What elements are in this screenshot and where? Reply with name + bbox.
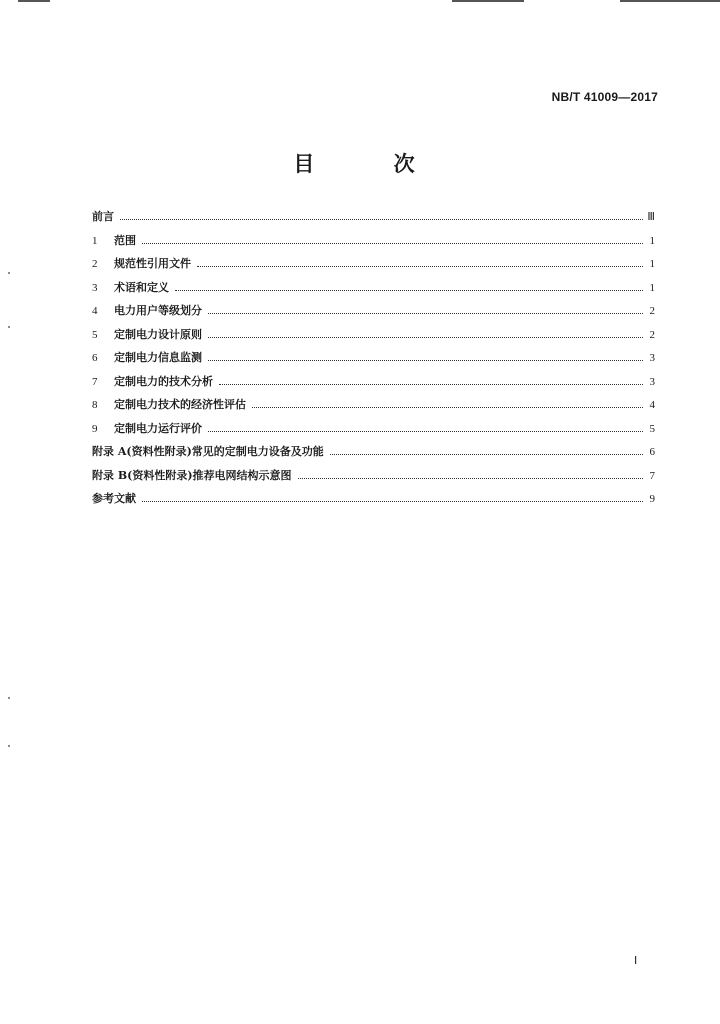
toc-entry-page: 1	[649, 234, 655, 247]
dot-leader	[219, 384, 643, 385]
toc-entry[interactable]	[92, 279, 655, 303]
toc-entry[interactable]	[92, 302, 655, 326]
dot-leader	[330, 454, 643, 455]
toc-entry-page: 1	[649, 281, 655, 294]
toc-entry[interactable]	[92, 373, 655, 397]
toc-entry[interactable]	[92, 420, 655, 444]
toc-entry-page: 3	[649, 352, 655, 364]
toc-entry-page: 5	[649, 422, 655, 435]
toc-entry-page: 2	[649, 328, 655, 341]
toc-entry-page: Ⅲ	[647, 211, 655, 223]
toc-entry-number: 4	[92, 305, 98, 317]
standard-code: NB/T 41009—2017	[551, 90, 658, 104]
scan-speck	[8, 697, 10, 699]
scan-edge-mark-right	[620, 0, 720, 2]
toc-entry-label: 定制电力技术的经济性评估	[114, 398, 246, 411]
dot-leader	[175, 290, 643, 291]
toc-entry-number: 3	[92, 281, 98, 294]
toc-entry[interactable]	[92, 490, 655, 514]
toc-entry-label: 附录 A(资料性附录)常见的定制电力设备及功能	[92, 445, 324, 458]
toc-entry-label: 定制电力信息监测	[114, 351, 202, 364]
scan-speck	[8, 326, 10, 328]
toc-entry[interactable]	[92, 208, 655, 232]
toc-entry-page: 2	[649, 305, 655, 317]
toc-entry-number: 8	[92, 399, 98, 411]
scan-speck	[8, 272, 10, 274]
toc-entry-number: 6	[92, 352, 98, 364]
dot-leader	[252, 407, 643, 408]
dot-leader	[120, 219, 643, 220]
dot-leader	[208, 431, 643, 432]
toc-entry[interactable]	[92, 396, 655, 420]
scan-speck	[8, 745, 10, 747]
toc-entry[interactable]	[92, 467, 655, 491]
toc-entry-page: 4	[649, 399, 655, 411]
toc-entry-label: 规范性引用文件	[114, 257, 191, 270]
toc-entry-label: 术语和定义	[114, 280, 169, 294]
toc-entry[interactable]	[92, 349, 655, 373]
dot-leader	[142, 243, 643, 244]
toc-entry-page: 3	[649, 375, 655, 388]
toc-entry-number: 5	[92, 328, 98, 341]
toc-entry[interactable]	[92, 443, 655, 467]
table-of-contents	[92, 208, 655, 514]
dot-leader	[298, 478, 643, 479]
toc-entry-number: 7	[92, 375, 98, 388]
dot-leader	[197, 266, 643, 267]
toc-entry-label: 定制电力设计原则	[114, 327, 202, 341]
toc-entry[interactable]	[92, 255, 655, 279]
dot-leader	[142, 501, 643, 502]
dot-leader	[208, 337, 643, 338]
toc-entry[interactable]	[92, 232, 655, 256]
toc-entry-label: 附录 B(资料性附录)推荐电网结构示意图	[92, 468, 292, 482]
toc-entry-label: 参考文献	[92, 492, 136, 505]
dot-leader	[208, 313, 643, 314]
toc-entry-label: 定制电力运行评价	[114, 421, 202, 435]
toc-entry-label: 前言	[92, 210, 114, 223]
toc-entry-label: 定制电力的技术分析	[114, 374, 213, 388]
toc-entry-page: 6	[649, 446, 655, 458]
toc-title: 目 次	[293, 151, 451, 176]
toc-entry-label: 电力用户等级划分	[114, 304, 202, 317]
toc-entry-page: 7	[649, 469, 655, 482]
toc-entry-number: 9	[92, 422, 98, 435]
toc-entry-number: 1	[92, 234, 98, 247]
toc-entry-number: 2	[92, 258, 98, 270]
toc-entry[interactable]	[92, 326, 655, 350]
toc-entry-page: 9	[649, 493, 655, 505]
scan-edge-mark-center	[452, 0, 524, 2]
toc-entry-label: 范围	[114, 233, 136, 247]
dot-leader	[208, 360, 643, 361]
toc-entry-page: 1	[649, 258, 655, 270]
scan-edge-mark-left	[18, 0, 50, 2]
page-number: Ⅰ	[634, 955, 638, 967]
